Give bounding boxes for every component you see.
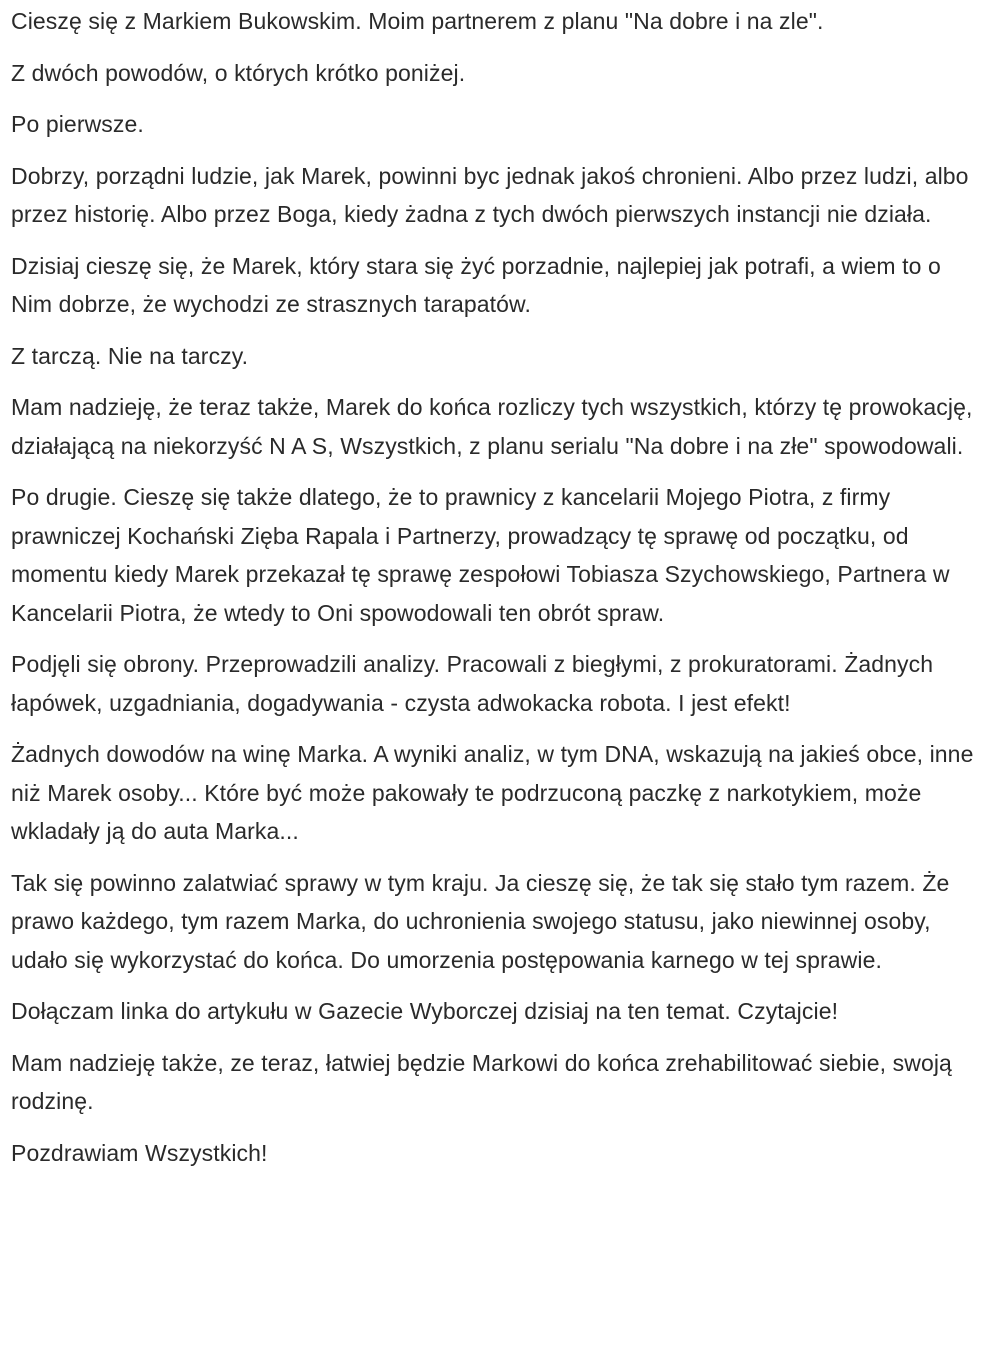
paragraph-1: Cieszę się z Markiem Bukowskim. Moim partnerem z planu "Na dobre i na zle". [11, 8, 824, 34]
paragraph-8: Po drugie. Cieszę się także dlatego, że to prawnicy z kancelarii Mojego Piotra, z firmy prawniczej Kochański Zięba Rapala i Partnerzy, prowadzący tę sprawę od początku, od momentu kiedy Marek przekazał tę sprawę zespołowi Tobiasza Szychowskiego, Partnera w Kancelarii Piotra, że wtedy to Oni spowodowali ten obrót spraw. [11, 484, 950, 626]
paragraph-13: Mam nadzieję także, ze teraz, łatwiej będzie Markowi do końca zrehabilitować siebie, swoją rodzinę. [11, 1049, 952, 1114]
paragraph-4: Dobrzy, porządni ludzie, jak Marek, powinni byc jednak jakoś chronieni. Albo przez ludzi, albo przez historię. Albo przez Boga, kiedy żadna z tych dwóch pierwszych instancji nie działa. [11, 162, 969, 227]
paragraph-6: Z tarczą. Nie na tarczy. [11, 342, 249, 369]
paragraph-5: Dzisiaj cieszę się, że Marek, który stara się żyć porzadnie, najlepiej jak potrafi, a wiem to o Nim dobrze, że wychodzi ze strasznych tarapatów. [11, 252, 941, 317]
paragraph-7: Mam nadzieję, że teraz także, Marek do końca rozliczy tych wszystkich, którzy tę prowokację, działającą na niekorzyść N A S, Wszystkich, z planu serialu "Na dobre i na złe" spowodowali. [11, 394, 973, 459]
paragraph-2: Z dwóch powodów, o których krótko poniżej. [11, 59, 466, 86]
paragraph-12: Dołączam linka do artykułu w Gazecie Wyborczej dzisiaj na ten temat. Czytajcie! [11, 998, 839, 1024]
paragraph-10: Żadnych dowodów na winę Marka. A wyniki analiz, w tym DNA, wskazują na jakieś obce, inne niż Marek osoby... Które być może pakowały te podrzuconą paczkę z narkotykiem, może wkladały ją do auta Marka... [11, 741, 974, 844]
paragraph-3: Po pierwsze. [11, 111, 144, 137]
paragraph-11: Tak się powinno zalatwiać sprawy w tym kraju. Ja cieszę się, że tak się stało tym razem. Że prawo każdego, tym razem Marka, do uchronienia swojego statusu, jako niewinnej osoby, udało się wykorzystać do końca. Do umorzenia postępowania karnego w tej sprawie. [11, 869, 950, 973]
paragraph-9: Podjęli się obrony. Przeprowadzili analizy. Pracowali z biegłymi, z prokuratorami. Żadnych łapówek, uzgadniania, dogadywania - czysta adwokacka robota. I jest efekt! [11, 651, 934, 716]
paragraph-14: Pozdrawiam Wszystkich! [11, 1139, 268, 1166]
